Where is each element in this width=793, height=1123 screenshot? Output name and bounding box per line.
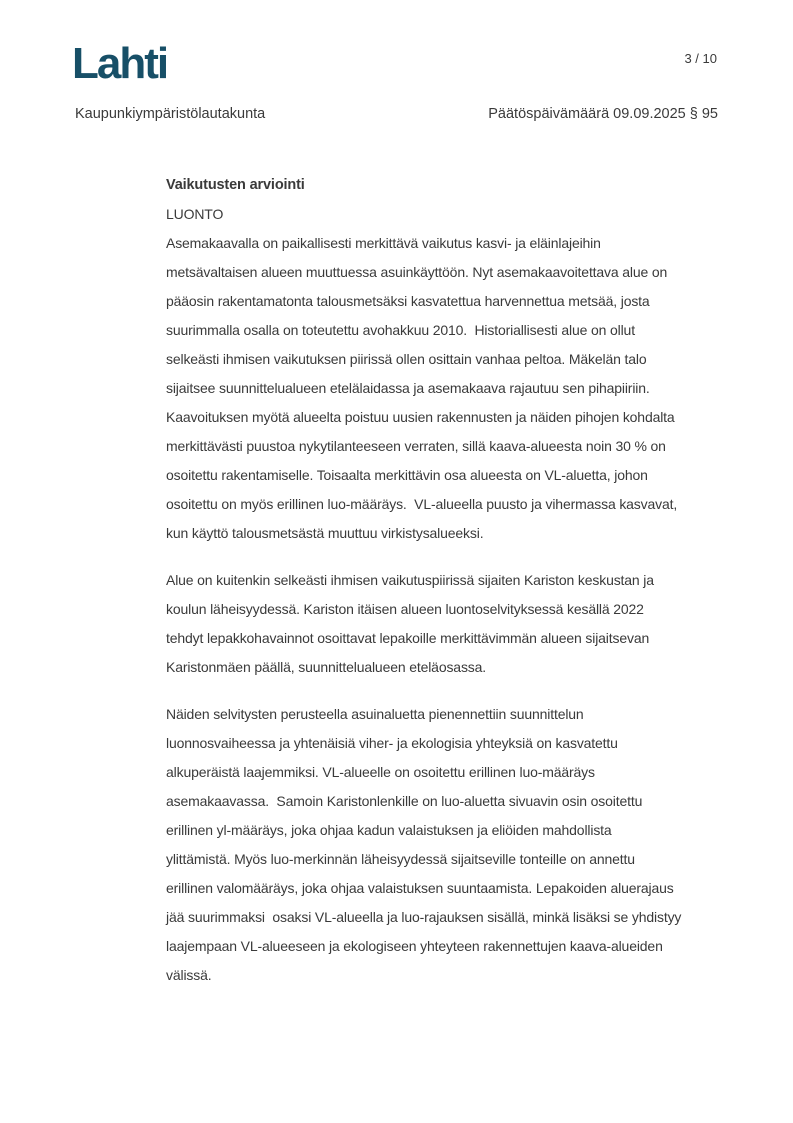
text-line: selkeästi ihmisen vaikutuksen piirissä ollen osittain vanhaa peltoa. Mäkelän talo [166, 351, 647, 367]
text-line: erillinen yl-määräys, joka ohjaa kadun valaistuksen ja eliöiden mahdollista [166, 822, 612, 838]
paragraph [166, 229, 751, 548]
text-line: Asemakaavalla on paikallisesti merkittävä vaikutus kasvi- ja eläinlajeihin [166, 235, 601, 251]
text-line: koulun läheisyydessä. Kariston itäisen alueen luontoselvityksessä kesällä 2022 [166, 601, 644, 617]
section-label: LUONTO [166, 206, 224, 222]
text-line: sijaitsee suunnittelualueen etelälaidassa ja asemakaava rajautuu sen pihapiiriin. [166, 380, 650, 396]
text-line: Alue on kuitenkin selkeästi ihmisen vaikutuspiirissä sijaiten Kariston keskustan ja [166, 572, 654, 588]
body-paragraphs [166, 229, 751, 990]
text-line: Näiden selvitysten perusteella asuinaluetta pienennettiin suunnittelun [166, 706, 584, 722]
text-line: kun käyttö talousmetsästä muuttuu virkistysalueeksi. [166, 525, 484, 541]
page-number: 3 / 10 [684, 51, 717, 66]
text-line: tehdyt lepakkohavainnot osoittavat lepakoille merkittävimmän alueen sijaitsevan [166, 630, 650, 646]
text-line: välissä. [166, 967, 212, 983]
text-line: pääosin rakentamatonta talousmetsäksi kasvatettua harvennettua metsää, josta [166, 293, 650, 309]
text-line: Karistonmäen päällä, suunnittelualueen eteläosassa. [166, 659, 487, 675]
text-line: asemakaavassa. Samoin Karistonlenkille on luo-aluetta sivuavin osin osoitettu [166, 793, 643, 809]
text-line: metsävaltaisen alueen muuttuessa asuinkäyttöön. Nyt asemakaavoitettava alue on [166, 264, 668, 280]
text-line: osoitettu on myös erillinen luo-määräys. VL-alueella puusto ja vihermassa kasvavat, [166, 496, 678, 512]
text-line: Kaavoituksen myötä alueelta poistuu uusien rakennusten ja näiden pihojen kohdalta [166, 409, 675, 425]
text-line: jää suurimmaksi osaksi VL-alueella ja luo-rajauksen sisällä, minkä lisäksi se yhdistyy [166, 909, 682, 925]
lahti-logo: Lahti [72, 39, 168, 88]
text-line: erillinen valomääräys, joka ohjaa valaistuksen suuntaamista. Lepakoiden aluerajaus [166, 880, 674, 896]
paragraph [166, 700, 751, 990]
document-body [166, 171, 751, 990]
text-line: suurimmalla osalla on toteutettu avohakkuu 2010. Historiallisesti alue on ollut [166, 322, 635, 338]
text-line: ylittämistä. Myös luo-merkinnän läheisyydessä sijaitseville tonteille on annettu [166, 851, 635, 867]
text-line: alkuperäistä laajemmiksi. VL-alueelle on osoitettu erillinen luo-määräys [166, 764, 595, 780]
text-line: merkittävästi puustoa nykytilanteeseen verraten, sillä kaava-alueesta noin 30 % on [166, 438, 666, 454]
paragraph [166, 566, 751, 682]
decision-date: Päätöspäivämäärä 09.09.2025 § 95 [488, 106, 718, 122]
document-meta-row [75, 105, 718, 123]
text-line: laajempaan VL-alueeseen ja ekologiseen yhteyteen rakennettujen kaava-alueiden [166, 938, 663, 954]
committee-name: Kaupunkiympäristölautakunta [75, 106, 266, 122]
text-line: luonnosvaiheessa ja yhtenäisiä viher- ja ekologisia yhteyksiä on kasvatettu [166, 735, 618, 751]
text-line: osoitettu rakentamiselle. Toisaalta merkittävin osa alueesta on VL-aluetta, johon [166, 467, 648, 483]
section-heading: Vaikutusten arviointi [166, 177, 305, 193]
